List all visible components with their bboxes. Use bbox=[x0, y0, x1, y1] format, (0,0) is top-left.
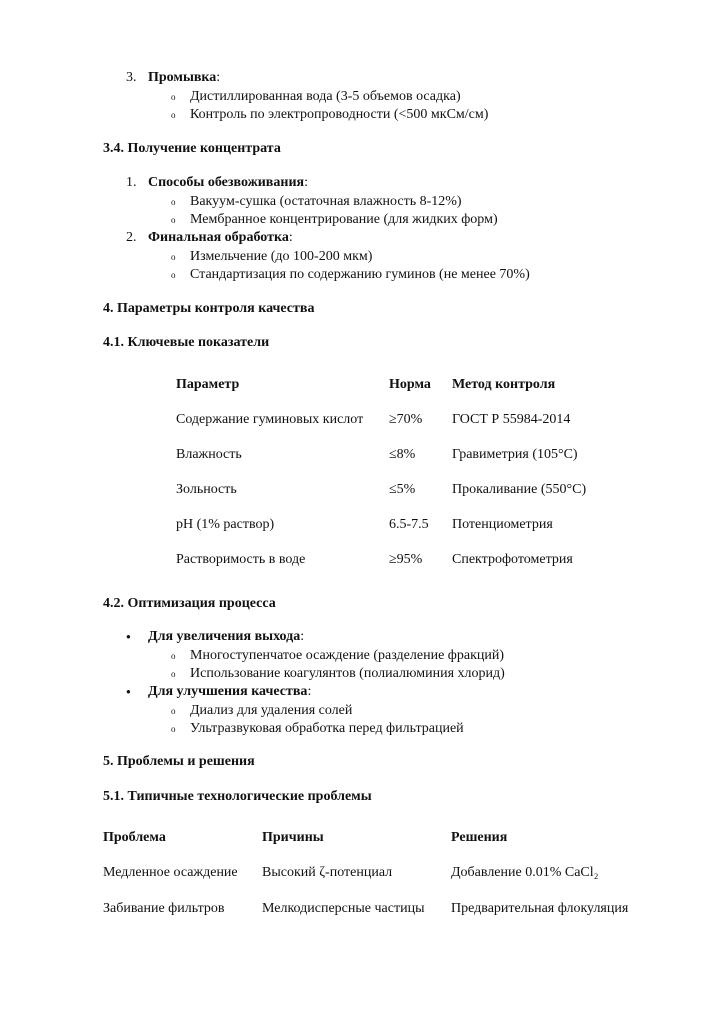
circle-bullet-icon: o bbox=[171, 215, 176, 225]
table-cell: pH (1% раствор) bbox=[176, 517, 275, 532]
table-header-solutions: Решения bbox=[451, 830, 508, 845]
list-item-title: Промывка bbox=[148, 70, 217, 85]
list-number: 3. bbox=[126, 70, 137, 85]
circle-bullet-icon: o bbox=[171, 92, 176, 102]
sub-bullet: Контроль по электропроводности (<500 мкСм/см) bbox=[190, 107, 489, 122]
table-cell: ≥95% bbox=[389, 552, 423, 567]
table-cell: ГОСТ Р 55984-2014 bbox=[452, 412, 571, 427]
table-cell: Потенциометрия bbox=[452, 517, 553, 532]
list-item-quality: Для улучшения качества: bbox=[148, 684, 312, 699]
disc-bullet-icon: ● bbox=[126, 687, 131, 696]
table-cell: Спектрофотометрия bbox=[452, 552, 573, 567]
circle-bullet-icon: o bbox=[171, 197, 176, 207]
circle-bullet-icon: o bbox=[171, 110, 176, 120]
disc-bullet-icon: ● bbox=[126, 632, 131, 641]
sub-bullet: Многоступенчатое осаждение (разделение фракций) bbox=[190, 648, 505, 663]
sub-bullet: Мембранное концентрирование (для жидких форм) bbox=[190, 212, 498, 227]
list-number: 2. bbox=[126, 230, 137, 245]
circle-bullet-icon: o bbox=[171, 651, 176, 661]
table-cell: Высокий ζ-потенциал bbox=[262, 865, 393, 880]
section-heading-5-1: 5.1. Типичные технологические проблемы bbox=[103, 789, 372, 804]
table-cell: Растворимость в воде bbox=[176, 552, 306, 567]
circle-bullet-icon: o bbox=[171, 270, 176, 280]
sub-bullet: Измельчение (до 100-200 мкм) bbox=[190, 249, 373, 264]
list-item-title: Для улучшения качества bbox=[148, 684, 308, 699]
table-cell: ≥70% bbox=[389, 412, 423, 427]
table-cell: ≤5% bbox=[389, 482, 416, 497]
sub-bullet: Ультразвуковая обработка перед фильтрацией bbox=[190, 721, 464, 736]
table-header-causes: Причины bbox=[262, 830, 324, 845]
sub-bullet: Дистиллированная вода (3-5 объемов осадка) bbox=[190, 89, 461, 104]
circle-bullet-icon: o bbox=[171, 706, 176, 716]
table-cell: Влажность bbox=[176, 447, 242, 462]
table-header-method: Метод контроля bbox=[452, 377, 556, 392]
table-cell: Мелкодисперсные частицы bbox=[262, 901, 425, 916]
table-cell: Добавление 0.01% CaCl₂ bbox=[451, 865, 599, 880]
section-heading-4-2: 4.2. Оптимизация процесса bbox=[103, 596, 276, 611]
circle-bullet-icon: o bbox=[171, 252, 176, 262]
table-cell: Зольность bbox=[176, 482, 237, 497]
table-header-parameter: Параметр bbox=[176, 377, 240, 392]
sub-bullet: Диализ для удаления солей bbox=[190, 703, 353, 718]
table-cell: Прокаливание (550°C) bbox=[452, 482, 587, 497]
section-heading-5: 5. Проблемы и решения bbox=[103, 754, 255, 769]
section-heading-4: 4. Параметры контроля качества bbox=[103, 301, 315, 316]
list-item-final-processing: 2. Финальная обработка: bbox=[126, 230, 293, 245]
table-cell: Забивание фильтров bbox=[103, 901, 225, 916]
table-cell: Гравиметрия (105°C) bbox=[452, 447, 578, 462]
list-item-title: Способы обезвоживания bbox=[148, 175, 305, 190]
list-item-title: Для увеличения выхода bbox=[148, 629, 301, 644]
list-item-washing: 3. Промывка: bbox=[126, 70, 221, 85]
section-heading-4-1: 4.1. Ключевые показатели bbox=[103, 335, 270, 350]
list-item-yield: Для увеличения выхода: bbox=[148, 629, 305, 644]
table-cell: ≤8% bbox=[389, 447, 416, 462]
table-header-norm: Норма bbox=[389, 377, 431, 392]
section-heading-3-4: 3.4. Получение концентрата bbox=[103, 141, 281, 156]
list-item-title: Финальная обработка bbox=[148, 230, 289, 245]
table-header-problem: Проблема bbox=[103, 830, 166, 845]
sub-bullet: Вакуум-сушка (остаточная влажность 8-12%) bbox=[190, 194, 462, 209]
table-cell: Медленное осаждение bbox=[103, 865, 238, 880]
sub-bullet: Использование коагулянтов (полиалюминия хлорид) bbox=[190, 666, 505, 681]
circle-bullet-icon: o bbox=[171, 669, 176, 679]
table-cell: Содержание гуминовых кислот bbox=[176, 412, 364, 427]
list-number: 1. bbox=[126, 175, 137, 190]
list-item-dewatering: 1. Способы обезвоживания: bbox=[126, 175, 308, 190]
sub-bullet: Стандартизация по содержанию гуминов (не менее 70%) bbox=[190, 267, 530, 282]
table-cell: 6.5-7.5 bbox=[389, 517, 429, 532]
table-cell: Предварительная флокуляция bbox=[451, 901, 629, 916]
circle-bullet-icon: o bbox=[171, 724, 176, 734]
